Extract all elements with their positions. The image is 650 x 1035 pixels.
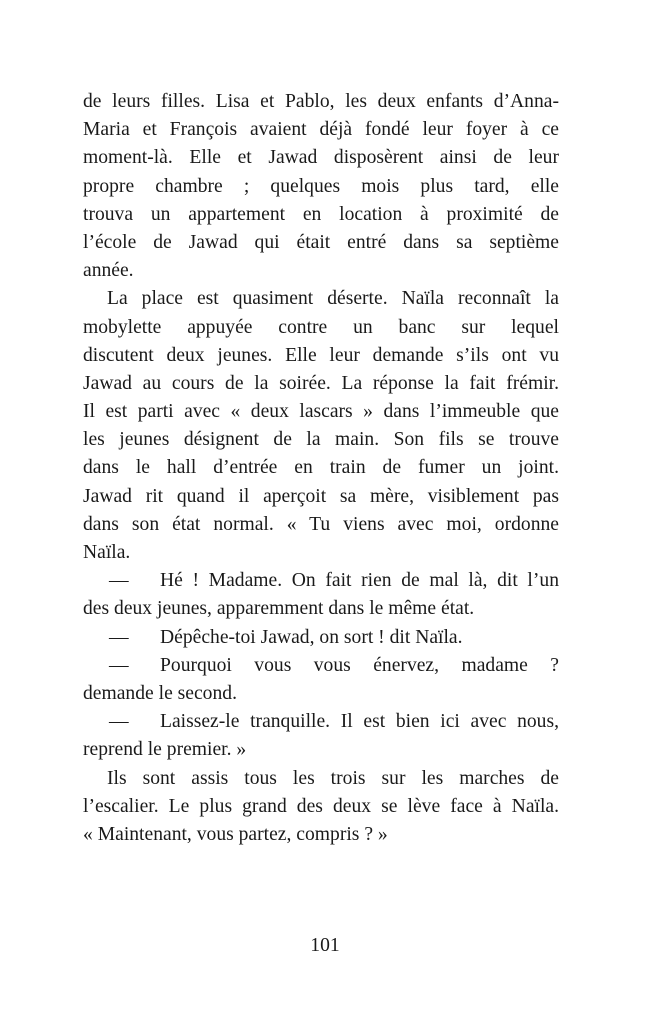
dialog-line-4 — [83, 708, 559, 764]
dialog-dash: — — [109, 570, 129, 592]
dialog-dash: — — [109, 711, 129, 733]
dialog-text: Dépêche-toi Jawad, on sort ! dit Naïla. — [160, 626, 463, 648]
text-line: Il est parti avec « deux lascars » dans l’immeuble que — [83, 401, 559, 423]
page-number: 101 — [310, 935, 340, 956]
text-line: propre chambre ; quelques mois plus tard, elle — [83, 175, 559, 197]
text-line: Maria et François avaient déjà fondé leur foyer à ce — [83, 119, 559, 141]
text-line: Jawad rit quand il aperçoit sa mère, visiblement pas — [83, 485, 559, 507]
text-line: l’escalier. Le plus grand des deux se lève face à Naïla. — [83, 795, 559, 817]
text-line: mobylette appuyée contre un banc sur lequel — [83, 316, 559, 338]
text-line: Ils sont assis tous les trois sur les marches de — [107, 767, 559, 789]
text-line: demande le second. — [83, 682, 237, 704]
text-line: discutent deux jeunes. Elle leur demande s’ils ont vu — [83, 344, 559, 366]
text-line: trouva un appartement en location à proximité de — [83, 203, 559, 225]
text-line: reprend le premier. » — [83, 739, 247, 761]
text-line — [83, 567, 559, 595]
text-line: de leurs filles. Lisa et Pablo, les deux enfants d’Anna- — [83, 91, 559, 112]
paragraph-2 — [83, 285, 559, 567]
text-line: Naïla. — [83, 542, 131, 563]
paragraph-1 — [83, 88, 559, 285]
paragraph-3 — [83, 765, 559, 850]
text-line: année. — [83, 260, 134, 282]
dialog-text: Laissez-le tranquille. Il est bien ici avec nous, — [160, 711, 559, 733]
dialog-line-2 — [83, 624, 559, 652]
text-line: l’école de Jawad qui était entré dans sa septième — [83, 231, 559, 253]
dialog-line-3 — [83, 652, 559, 708]
text-line — [83, 652, 559, 680]
text-line — [83, 708, 559, 736]
dialog-dash: — — [109, 626, 129, 648]
text-line — [83, 624, 559, 652]
text-line: dans son état normal. « Tu viens avec moi, ordonne — [83, 513, 559, 535]
dialog-text: Pourquoi vous vous énervez, madame ? — [160, 654, 559, 676]
text-line: La place est quasiment déserte. Naïla reconnaît la — [107, 288, 559, 310]
page-body — [83, 88, 559, 849]
dialog-line-1 — [83, 567, 559, 623]
text-line: « Maintenant, vous partez, compris ? » — [83, 823, 388, 845]
text-line: Jawad au cours de la soirée. La réponse la fait frémir. — [83, 372, 559, 394]
dialog-dash: — — [109, 654, 129, 676]
text-line: dans le hall d’entrée en train de fumer un joint. — [83, 457, 559, 479]
dialog-text: Hé ! Madame. On fait rien de mal là, dit l’un — [160, 570, 559, 592]
text-line: moment-là. Elle et Jawad disposèrent ainsi de leur — [83, 147, 559, 169]
text-line: des deux jeunes, apparemment dans le même état. — [83, 598, 475, 620]
text-line: les jeunes désignent de la main. Son fils se trouve — [83, 429, 559, 451]
